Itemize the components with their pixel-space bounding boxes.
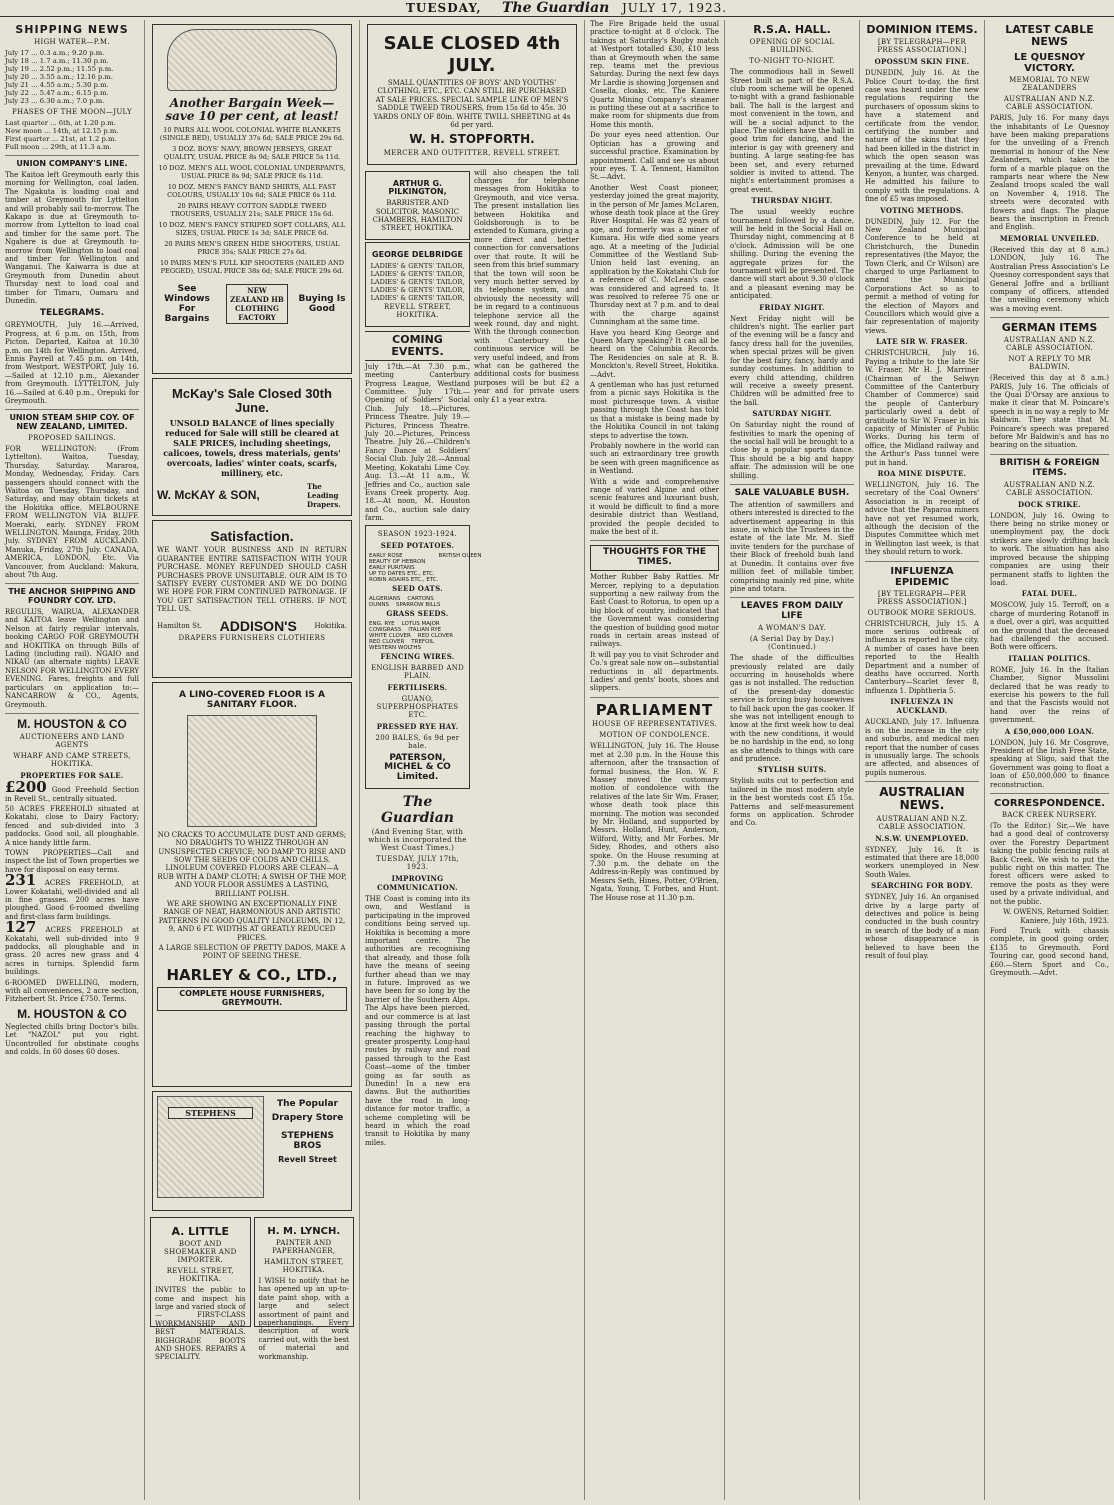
records-paragraph: Have you heard King George and Queen Mary speaking? It can all be heard on the Columbia Records. The Residencies on sale at R. B. Monckton's, Revell Street, Hokitika.—Advt. [590,328,719,379]
fencing-text: ENGLISH BARBED AND PLAIN. [370,663,465,680]
loan-heading: A £50,000,000 LOAN. [1004,726,1095,736]
stephens-bros-text: STEPHENS BROS [280,1130,335,1151]
tide-row: July 22 ... 5.47 a.m.; 6.15 p.m. [5,89,109,98]
auckland-flu-heading: INFLUENZA IN AUCKLAND. [890,697,954,716]
leaves-heading: LEAVES FROM DAILY LIFE [740,601,844,622]
price-127: 127 [5,918,37,937]
loan-text: LONDON, July 16. Mr Cosgrove, President of the Irish Free State, speaking at Sligo, said that the Government was going to float a loan of £50,000,000 to finance reconstruction. [990,738,1109,789]
dominion-heading: DOMINION ITEMS. [866,23,978,36]
parliament-sub: HOUSE OF REPRESENTATIVES. [591,720,718,729]
searching-heading: SEARCHING FOR BODY. [871,881,973,891]
tide-row: July 20 ... 3.55 a.m.; 12.16 p.m. [5,73,114,82]
mckay-ad [152,378,352,516]
uss-heading: UNION STEAM SHIP COY. OF NEW ZEALAND, LIMITED. [9,413,135,432]
stopforth-sub: MERCER AND OUTFITTER, REVELL STREET. [383,148,561,157]
thoughts-text: Mother Rubber Baby Rattles. Mr Mercer, replying to a deputation supporting a new railway from the East Coast to Rotorua, to open up a big block of country, indicated that the Government was considering the question of building good motor roads in certain areas instead of railways. [590,573,719,649]
little-ad [150,1217,251,1362]
pilkington-text: BARRISTER AND SOLICITOR. MASONIC CHAMBERS, HAMILTON STREET, HOKITIKA. [372,199,463,233]
tailor-line: LADIES' & GENTS' TAILOR, [370,285,465,294]
german-sub2: NOT A REPLY TO MR BALDWIN. [1008,355,1091,372]
bargain-week-ad [152,24,352,374]
uss-subheading: PROPOSED SAILINGS. [28,433,116,442]
parliament-text: WELLINGTON, July 16. The House met at 2.30 p.m. In the House this afternoon, after the transaction of formal business, the Hon. W. F. Massey moved the customary motion of condolence with the relatives of the late Sir Wm. Fraser, whose death took place this morning. The motion was seconded by Mr. Holland, and supported by Messrs. Holland, Hunt, Anderson, Wilford, Witty, and Mr Forbes. Mr Sidey, Rhodes, and others also spoke. On the House resuming at 7.30 p.m. the debate on the Address-in-Reply was continued by Messrs Seth, Hines, Potter, O'Brien, Ngata, Young, T. Forbes, and Hunt. The House rose at 11.30 p.m. [590,742,719,902]
paterson-ad [365,525,482,790]
drapery-text: Drapery Store [271,1112,344,1123]
addisons-ad [152,520,352,678]
editorial-title: IMPROVING COMMUNICATION. [377,874,458,892]
lino-text-2: WE ARE SHOWING AN EXCEPTIONALLY FINE RANGE OF NEAT, HARMONIOUS AND ARTISTIC PATTERNS IN GOOD QUALITY LINOLEUMS, IN 12, 9, AND 6 FT. WIDTHS AT GREATLY REDUCED PRICES. [158,900,346,942]
sale-closed-text: SMALL QUANTITIES OF BOYS' AND YOUTHS' CLOTHING, ETC., ETC. CAN STILL BE PURCHASED AT SALE PRICES. SPECIAL SAMPLE LINE OF MEN'S SADDLE TWEED TROUSERS, from 15s 6d to 45s. 30 YARDS ONLY OF 80in. WHITE TWILL SHEETING at 4s 6d per yard. [373,79,571,130]
price-231: 231 [5,871,37,890]
german-text: (Received this day at 8 a.m.) PARIS, July 16. The officials of the Quai D'Orsay are anxious to make it clear that M. Poincare's speech is in no way a reply to Mr Baldwin. They state that M. Poincare's speech was prepared before Mr Baldwin's and has no bearing on the situation. [990,374,1109,450]
satisfaction-heading: Satisfaction. [210,528,294,544]
voting-heading: VOTING METHODS. [880,205,964,215]
hay-heading: PRESSED RYE HAY. [376,721,459,731]
lynch-addr: HAMILTON STREET, HOKITIKA. [263,1258,344,1274]
telegrams-heading: TELEGRAMS. [39,308,105,319]
tailor-line: LADIES' & GENTS' TAILOR, [370,261,465,270]
tailor-line: LADIES' & GENTS' TAILOR, [370,293,465,302]
voting-text: DUNEDIN, July 12. For the New Zealand Municipal Conference to be held at Christchurch, the Dunedin representatives (the Mayor, the Town Clerk, and Cr Wilson) are charged to urge Parliament to amend the Municipal Corporations Act so as to permit a method of voting for the election of Mayors and Councillors which would give a fair representation of majority views. [865,217,979,335]
revell-street-text: Revell Street [278,1154,337,1164]
mckay-tagline: The Leading Drapers. [307,481,341,509]
gentleman-paragraph: A gentleman who has just returned from a picnic says Hokitika is the most picturesque town. A visitor passing through the Coast has told us that a mistake is being made by the Hokitika Council in not taking steps to advertise the town. [590,381,719,440]
roa-heading: ROA MINE DISPUTE. [877,468,967,478]
delbridge-lines [370,262,465,302]
pilkington-ad [365,171,470,240]
harley-name: HARLEY & CO., LTD., [166,965,338,984]
influenza-sub: [BY TELEGRAPH—PER PRESS ASSOCIATION.] [877,589,967,606]
tide-table [5,49,139,105]
fertilisers-text: GUANO, SUPERPHOSPHATES ETC. [376,694,459,719]
property-1: Good Freehold Section in Revell St., centrally situated. [5,786,139,803]
grass-seeds-heading: GRASS SEEDS. [386,608,449,618]
addisons-town: Hokitika. [314,621,347,630]
memorial-text: (Received this day at 8 a.m.) LONDON, July 16. The Australian Press Association's Le Quesnoy correspondent says that General Joffre and a brilliant company of officers, attended the unveiling ceremony which was a moving event. [990,245,1109,313]
price-200: £200 [5,778,47,797]
column-dominion [860,20,985,1500]
thursday-heading: THURSDAY NIGHT. [751,196,833,206]
delbridge-addr: REVELL STREET, HOKITIKA. [383,302,452,319]
houston-sub: AUCTIONEERS AND LAND AGENTS [19,733,125,750]
hb-logo: NEW ZEALAND HB CLOTHING FACTORY [226,284,288,324]
harley-subheading: COMPLETE HOUSE FURNISHERS, GREYMOUTH. [157,987,347,1011]
correspondence-text: (To the Editor.) Sir,—We have had a good deal of controversy over the Forestry Department taking the public fencing rails at Back Creek. We wish to put the public right on this matter. The forest officers were asked to remove the posts as they were used by a private individual, and not the public. [990,822,1109,906]
column-rsa [725,20,860,1500]
duel-heading: FATAL DUEL. [1021,589,1078,599]
moon-phase-row: Full moon ... 29th, at 11.3 a.m. [5,143,112,152]
tailor-line: LADIES' & GENTS' TAILOR, [370,277,465,286]
popular-text: The Popular [276,1099,338,1109]
editorial-continued: will also cheapen the toll charges for telephone messages from Hokitika to Greymouth, and vice versa. The present installation lies between Hokitika and Goldsborough is to be extended to Kumara, giving a more direct and better connection for conversations over that route. It will be seen from this brief summary that the town will soon be very much better served by its telephone system, and obviously the necessity will be in regard to a continuous telephone service all the week round, day and night. With the through connection with Canterbury the continuous service will be very useful indeed, and from what can be gathered the additional costs for business purposes will be but £2 a year and for private users only £1 a year extra. [474,168,579,404]
ford-ad: Ford Truck with chassis complete, in good going order, £135 to Greymouth. Ford Touring car, good second hand, £60.—Stern Sport and Co., Greymouth.—Advt. [990,926,1109,977]
property-5: ACRES FREEHOLD at Kokatahi, well sub-divided into 9 paddocks, all ploughable and in grass. 20 acres new grass and 4 acres in turnips. Splendid farm buildings. [5,926,139,977]
correspondence-heading: CORRESPONDENCE. [994,798,1105,810]
anchor-text: REGULUS, WAIRUA, ALEXANDER and KAITOA leave Wellington and Nelson at fairly regular intervals, booking CARGO FOR GREYMOUTH and HOKITIKA on through Bills of Lading (including rail). NGAIO and NIKAU (an alternate nights) LEAVE NELSON FOR WELLINGTON EVERY EVENING. Fares, freights and full particulars on application to:— NANCARROW & CO., Agents, Greymouth. [5,608,139,709]
guardian-date: TUESDAY, JULY 17th, 1923. [376,855,459,871]
fencing-heading: FENCING WIRES. [380,651,455,661]
coming-events-text: July 17th.—At 7.30 p.m., meeting Canterbury Progress League, Westland Committee. July 17th.—Opening of Soldiers' Social Club. July 18.—Pictures, Princess Theatre. July 19.—Pictures, Princess Theatre. July 20.—Pictures, Princess Theatre. July 26.—Children's Fancy Dance at Soldiers' Social Club. July 28.—Annual Meeting, Kokatahi Lime Coy. Aug. 13.—At 11 a.m., W. Jeffries and Co., auction sale Evans Creek property. Aug. 18.—At noon, M. Houston and Co., auction sale dairy farm. [365,362,470,523]
friday-heading: FRIDAY NIGHT. [759,302,825,312]
moon-phase-row: New moon ... 14th, at 12.15 p.m. [5,127,119,136]
column-local-news [585,20,725,1500]
australian-heading: AUSTRALIAN NEWS. [879,785,965,813]
seed-oats-heading: SEED OATS. [392,583,443,593]
thoughts-heading: THOUGHTS FOR THE TIMES. [590,545,719,571]
column-editorial [360,20,585,1500]
masthead-date: JULY 17, 1923. [622,1,728,15]
nazol-ad: Neglected chills bring Doctor's bills. Let "NAZOL" put you right. Uncontrolled for obstinate coughs and colds. In 60 doses 60 doses. [5,1023,139,1057]
unemployed-heading: N.S.W. UNEMPLOYED. [875,833,969,843]
little-addr: REVELL STREET, HOKITIKA. [166,1267,234,1284]
shop-front-illustration [157,1096,264,1198]
tide-row: July 17 ... 0.3 a.m.; 9.20 p.m. [5,49,105,58]
leaves-sub: A WOMAN'S DAY. [757,624,827,633]
editorial-text: THE Coast is coming into its own, and Westland is participating in the improved conditions being served up. Hokitika is becoming a more important centre. The authorities are recognising that already, and those folk have the means of seeing further ahead than we may in future. Improved as we have been for so long by the barrier of the Southern Alps. The Alps have been pierced, and our commerce is at last passing through the portal reaching the highway to greater prosperity. Long-haul routes by railway and road passed through to the East Coast—some of the timber going as far south as Dunedin! In a new era dawns. But the authorities have the road in long-distance for motor traffic, a scheme completing will be heard in which the road transit to Hokitika by many miles. [365,895,470,1147]
tree-paragraph: Probably nowhere in the world can such an extraordinary tree growth be seen with green magnificence as in Westland. [590,441,719,476]
seed-potatoes-list: EARLY ROSE BEAUTY OF HEBRON EARLY PURITANS UP TO DATES ETC., ETC. ROBIN ADAIRS ETC., ETC. [369,552,439,583]
bargain-item: 10 DOZ. MEN'S FANCY BAND SHIRTS, ALL FAST COLOURS, USUALLY 10s 6d; SALE PRICE 6s 11d. [167,183,337,200]
stylish-heading: STYLISH SUITS. [757,765,827,775]
paterson-name: PATERSON, MICHEL & CO Limited. [384,752,451,783]
tide-row: July 19 ... 2.52 p.m.; 11.55 p.m. [5,65,114,74]
addisons-street: Hamilton St. [157,621,202,630]
rsa-sub: OPENING OF SOCIAL BUILDING. [749,38,835,55]
british-heading: BRITISH & FOREIGN ITEMS. [999,457,1100,478]
dock-heading: DOCK STRIKE. [1017,499,1082,509]
bargain-items [157,126,347,275]
masthead-day: TUESDAY, [406,1,482,15]
lino-rolls-illustration [187,715,317,827]
little-text: INVITES the public to come and inspect his large and varied stock of— FIRST-CLASS WORKMANSHIP AND BEST MATERIALS. BIGHGRADE BOOTS AND SHOES. REPAIRS A SPECIALITY. [155,1286,246,1362]
parliament-heading: PARLIAMENT [595,700,714,719]
telegrams-text: GREYMOUTH, July 16.—Arrived, Progress, at 6 p.m. on 15th, from Picton. Departed, Kaitoa at 10.30 p.m. on 14th for Wellington. Arrived, Ennis Payrell at 7.45 p.m. on 14th, from Westport. WESTPORT, July 16.—Sailed at 12.10 p.m., Alexander from Greymouth. LYTTELTON, July 16.—Sailed at 6.40 p.m., Orepuki for Greymouth. [5,321,139,405]
stopforth-ad [367,24,577,165]
opossum-text: DUNEDIN, July 16. At the Police Court to-day, the first case was heard under the new regulations requiring the purchasers of opossum skins to have a statement and certificate from the vendor, certifying the number and nature of the skins that they had been killed in the district in which the open season was prevailing at the time. Edward Kenyon, a hunter, was charged. He admitted his failure to comply with the regulations. A fine of £5 was imposed. [865,69,979,204]
parliament-sub2: MOTION OF CONDOLENCE. [599,731,710,740]
memorial-heading: MEMORIAL UNVEILED. [999,233,1100,243]
scenic-paragraph: With a wide and comprehensive range of varied Alpine and other scenic features and luxuriant bush, it would be difficult to find a more desirable district than Westland, provided the people decided to make the best of it. [590,477,719,536]
schroder-paragraph: It will pay you to visit Schroder and Co.'s great sale now on—substantial reductions in all departments. Ladies' and gents' boots, shoes and slippers. [590,650,719,693]
masthead-title: The Guardian [502,0,610,16]
stephens-ad [152,1091,352,1211]
tide-row: July 18 ... 1.7 a.m.; 11.30 p.m. [5,57,109,66]
rsa-text: The commodious hall in Sewell Street built as part of the R.S.A. club room scheme will be opened to-night with a grand fashionable ball. The hall is the largest and most convenient in the town, and will be a social adjunct to the place. The soldiers have the hall in good trim for dancing, and the interior is gay with greenery and bunting. A large seating-fee has been set, and every returned soldier is invited to attend. The night's entertainment promises a great event. [730,68,854,194]
german-heading: GERMAN ITEMS [1001,321,1098,335]
column-cables [985,20,1114,1500]
satisfaction-text: WE WANT YOUR BUSINESS AND IN RETURN GUARANTEE ENTIRE SATISFACTION WITH YOUR PURCHASE. MONEY REFUNDED SHOULD CASH PURCHASES PROVE UNSUITABLE. OUR AIM IS TO SATISFY EVERY CUSTOMER AND WE DO DOING WE HOPE FOR FIRM CONTINUED PATRONAGE. IF YOU GET SATISFACTION TELL OTHERS. IF NOT, TELL US. [157,546,347,614]
rsa-sub2: TO-NIGHT TO-NIGHT. [749,57,835,66]
grass-seeds-list: ENG. RYE LOTUS MAJOR COWGRASS ITALIAN RYE WHITE CLOVER RED CLOVER RED CLOVER TREFOIL WESTERN WOLTHS [369,620,454,651]
property-4: ACRES FREEHOLD, at Lower Kokatahi, well-divided and all in fine grasses. 200 acres have ploughed. Good 6-roomed dwelling and first-class farm buildings. [5,879,139,921]
addisons-footer: DRAPERS FURNISHERS CLOTHIERS [178,633,326,642]
bargain-item: 3 DOZ. BOYS' NAVY, BROWN JERSEYS, GREAT QUALITY, USUAL PRICE 8s 9d; SALE PRICE 5s 11d. [163,145,341,162]
seed-potatoes-heading: SEED POTATOES. [380,540,455,550]
masthead [0,0,1114,17]
bargain-item: 20 PAIRS MEN'S GREEN HIDE SHOOTERS, USUAL PRICE 35s; SALE PRICE 27s 6d. [164,240,340,257]
rsa-heading: R.S.A. HALL. [753,23,831,36]
moon-phases-list [5,119,139,151]
hay-text: 200 BALES, 6s 9d per bale. [375,733,460,750]
seed-oats-list: ALGERIANS CARTONS DUNNS SPARROW BILLS [369,595,441,608]
sale-bush-heading: SALE VALUABLE BUSH. [734,487,850,498]
lino-text-1: NO CRACKS TO ACCUMULATE DUST AND GERMS; NO DRAUGHTS TO WHIZZ THROUGH AN UNSUSPECTED CREVICE; NO DAMP TO RISE AND SOW THE SEEDS OF COLDS AND CHILLS. LINOLEUM COVERED FLOORS ARE CLEAN—A RUB WITH A DAMP CLOTH; A SWISH OF THE MOP, AND YOUR FLOOR ASSUMES A LASTING, BRILLIANT POLISH. [157,830,347,898]
left-subcolumn [365,169,482,1150]
delbridge-name: GEORGE DELBRIDGE [372,249,463,259]
italian-text: ROME, July 16. In the Italian Chamber, Signor Mussolini declared that he was ready to exercise his powers to the full and that the Fascists would not hand over the reins of government. [990,665,1109,725]
influenza-heading: INFLUENZA EPIDEMIC [890,565,954,588]
guardian-heading: The Guardian [381,794,454,826]
italian-heading: ITALIAN POLITICS. [1008,653,1091,663]
stylish-text: Stylish suits cut to perfection and tailored in the most modern style in the best worsteds cost £5 15s. Patterns and self-measurement forms on application. Schroder and Co. [730,777,854,828]
saturday-heading: SATURDAY NIGHT. [752,409,832,419]
little-name: A. LITTLE [171,1225,230,1238]
leaves-sub2: (A Serial Day by Day.) (Continued.) [749,635,835,652]
lynch-ad [254,1217,355,1361]
houston-sub2: WHARF AND CAMP STREETS, HOKITIKA. [13,752,131,769]
property-3: TOWN PROPERTIES—Call and inspect the list of Town properties we have for disposal on easy terms. [5,848,139,874]
bargain-item: 10 DOZ. MEN'S ALL WOOL COLONIAL UNDERPANTS, USUAL PRICE 8s 9d; SALE PRICE 6s 11d. [158,164,346,181]
dock-text: LONDON, July 16. Owing to there being no strike money or unemployment pay, the dock strikers are slowly drifting back to work. The situation has also improved because the shipping companies are using their permanent staffs to lighten the load. [990,511,1109,587]
anchor-heading: THE ANCHOR SHIPPING AND FOUNDRY COY. LTD. [8,587,136,606]
latest-cable-heading: LATEST CABLE NEWS [1005,23,1094,49]
friday-text: Next Friday night will be children's night. The earlier part of the evening will be a fancy and fancy dress ball for the juveniles, when special prizes will be given for the best fairy, fancy, hardy and sunday costumes. In addition to every child attending, children will receive a sweety present. Children will be admitted free to the ball. [730,314,854,407]
mckay-text: UNSOLD BALANCE of lines specially reduced for Sale will still be cleared at SALE PRICES, including sheetings, calicoes, towels, dress materials, gents' overcoats, ladies' winter coats, scarfs, millinery, etc. [163,417,341,478]
quesnoy-text: PARIS, July 16. For many days the inhabitants of Le Quesnoy have been making preparations for the unveiling of a French memorial in honour of the New Zealanders, which takes the form of a marble plaque on the ramparts near where the New Zealand troops scaled the wall on November 4, 1918. The streets were decorated with flowers and flags. The plaque bears the inscription in French and English. [990,114,1109,232]
shop-sign: STEPHENS [168,1107,253,1119]
correspondence-sub: BACK CREEK NURSERY. [1001,811,1098,820]
uss-text: FOR WELLINGTON: (From Lyttelton). Waitoa, Tuesday, Thursday, Saturday. Mararoa, Monday, Wednesday, Friday. Cars passengers should connect with the Waitoa on Tuesday, Thursday, and Saturday, and may obtain tickets at the Hokitika office. MELBOURNE FROM WELLINGTON VIA BLUFF. Moeraki, early. SYDNEY FROM WELLINGTON. Maunga, Friday, 20th July. SYDNEY FROM AUCKLAND. Manuka, Friday, 27th July. CANADA, AMERICA, LONDON, Etc. Via Vancouver, from Auckland: Makura, about 7th Aug. [5,444,139,580]
fraser-text: CHRISTCHURCH, July 16. Paying a tribute to the late Sir W. Fraser, Mr H. J. Marriner (Chairman of the Selwyn Committee of the Canterbury Chamber of Commerce) said the people of Canterbury particularly owed a debt of gratitude to Sir W. Fraser in his capacity of Minister of Public Works. During his term of office, the Midland railway and the Arthur's Pass tunnel were put in hand. [865,349,979,467]
australian-sub: AUSTRALIAN AND N.Z. CABLE ASSOCIATION. [876,814,968,831]
fraser-heading: LATE SIR W. FRASER. [876,337,968,347]
mckay-name: W. McKAY & SON, [157,488,260,503]
roa-text: WELLINGTON, July 16. The secretary of the Coal Owners' Association is in receipt of advice that the Paparoa miners have not yet resumed work, although the decision of the Disputes Committee which met in Wellington last week, is that they should return to work. [865,480,979,557]
houston-heading-2: M. HOUSTON & CO [17,1006,127,1021]
bargain-item: 20 PAIRS HEAVY COTTON SADDLE TWEED TROUSERS, USUALLY 21s; SALE PRICE 15s 6d. [170,202,334,219]
tide-row: July 23 ... 6.30 a.m.; 7.0 p.m. [5,97,105,106]
influenza-text: CHRISTCHURCH, July 15. A more serious outbreak of influenza is reported in the city. A number of cases have been reported to the Health Department and a number of deaths have occurred. North Canterbury—Scarlet fever 8, influenza 1. Diphtheria 5. [865,619,979,695]
harley-ad [152,682,352,1087]
delbridge-ad [365,242,470,327]
sale-bush-text: The attention of sawmillers and others interested is directed to the advertisement appearing in this issue, in which the Trustees in the estate of the late Mr. M. Sieff invite tenders for the purchase of their Block of freehold bush land at Dunedin. It contains over five million feet of millable timber, comprising mainly red pine, white pine and totara. [730,500,854,593]
shipping-heading: SHIPPING NEWS [15,23,129,36]
influenza-sub2: OUTBOOK MORE SERIOUS. [867,608,977,617]
unemployed-text: SYDNEY, July 16. It is estimated that there are 18,000 workers unemployed in New South Wales. [865,845,979,879]
bargain-week-heading: Another Bargain Week—save 10 per cent, at least! [165,96,339,124]
quesnoy-sub: MEMORIAL TO NEW ZEALANDERS [1009,76,1090,93]
lino-heading: A LINO-COVERED FLOOR IS A SANITARY FLOOR. [179,690,325,710]
bargain-item: 10 DOZ. MEN'S FANCY STRIPED SOFT COLLARS, ALL SIZES, USUAL PRICE 1s 3d; SALE PRICE 6d. [158,221,346,238]
moon-phases-heading: PHASES OF THE MOON—JULY [12,108,132,117]
houston-heading: M. HOUSTON & CO [17,716,127,731]
seed-potatoes-list-2: BRITISH QUEEN [438,552,482,559]
column-ads [145,20,360,1500]
leaves-text: The shade of the difficulties previously related are daily occurring in households where gas is not installed. The reduction of the present-day domestic service is forcing busy housewives to fall back upon the gas cooker. If she was not intelligent enough to know at the first week how to deal with the new conditions, it would be no hardship in the end, so long as she attends to things with care and prudence. [730,654,854,763]
stopforth-name: W. H. STOPFORTH. [409,132,535,147]
moon-phase-row: First quarter ... 21st, at 1.2 p.m. [5,135,117,144]
quesnoy-sub2: AUSTRALIAN AND N.Z. CABLE ASSOCIATION. [1003,95,1096,112]
property-2: 50 ACRES FREEHOLD situated at Kokatahi, close to Dairy Factory; fenced and sub-divided into 3 paddocks. Good soil, all ploughable. A nice handy little farm. [5,804,139,847]
pioneer-paragraph: Another West Coast pioneer, yesterday joined the great majority, in the person of Mr James McLaren, whose death took place at the Grey River Hospital. He was 82 years of age, and formerly was a miner of Kumara. His wife died some years ago. At a meeting of the Judicial Committee of the Westland Sub-Union held last evening, an application by the Kokatahi Club for a reference of C. McLean's case was considered and agreed to. It was resolved to referee 75 one or Thursday next at 7 p.m. and to deal with the charge against Cunningham at the same time. [590,183,719,327]
optician-paragraph: Do your eyes need attention. Our Optician has a growing and successful practice. Examination by appointment. Call and see us about your eyes. T. A. Tennent, Hamilton St.—Advt. [590,131,719,182]
quesnoy-heading: LE QUESNOY VICTORY. [1013,52,1086,75]
addisons-name: ADDISON'S [219,617,297,634]
lino-text-3: A LARGE SELECTION OF PRETTY DADOS, MAKE A POINT OF SEEING THESE. [158,944,346,961]
cornucopia-illustration [167,29,337,91]
auckland-flu-text: AUCKLAND, July 17. Influenza is on the increase in the city and suburbs, and medical men report that the number of cases is unusually large. The schools are affected, and absences of pupils numerous. [865,718,979,777]
see-windows-text: See Windows For Bargains [164,284,210,325]
correspondence-signature: W. OWENS, Returned Soldier. Kaniere, July 16th, 1923. [1003,908,1109,925]
bargain-item: 10 PAIRS ALL WOOL COLONIAL WHITE BLANKETS (SINGLE BED), USUALLY 37s 6d; SALE PRICE 29s 6d. [159,126,345,143]
union-text: The Kaitoa left Greymouth early this morning for Wellington, coal laden. The Ngakuta is loading coal and timber at Greymouth for Lyttelton and will probably sail to-morrow. The Kakapo is due at Greymouth to-morrow from Lyttelton to load coal and timber for the same port. The Ngahere is due at Greymouth to-morrow from Wellington to load coal and timber for Wellington and Wanganui. The Kaiwarra is due at Greymouth from Dunedin about Thursday next to load coal and timber for Timaru, Oamaru and Dunedin. [5,170,139,305]
duel-text: MOSCOW, July 15. Terroff, on a charge of murdering Rotanoff in a duel, over a girl, was acquitted on the ground that the deceased had challenged the accused. Both were officers. [990,601,1109,652]
lynch-text: I WISH to notify that he has opened up an up-to-date paint shop, with a large and select assortment of paint and paperhangings. Every description of work carried out, with the best of material and workmanship. [258,1277,349,1361]
thursday-text: The usual weekly euchre tournament followed by a dance, will be held in the Social Hall on Thursday night, commencing at 8 o'clock. Admission will be one shilling. During the evening the aggregate prizes for the tournament will be presented. The dance will start about 9.30 o'clock and a pleasant evening may be anticipated. [730,208,854,301]
guardian-sub: (And Evening Star, with which is incorporated the West Coast Times.) [368,828,467,852]
searching-text: SYDNEY, July 16. An organised drive by a large party of detectives and police is being conducted in the bush country in search of the body of a man whose disappearance is believed to have been the result of foul play. [865,893,979,960]
moon-phase-row: Last quarter ... 6th, at 1.20 p.m. [5,119,116,128]
mckay-heading: McKay's Sale Closed 30th June. [172,386,332,416]
brigade-paragraph: The Fire Brigade held the usual practice to-night at 8 o'clock. The takings at Saturday's Rugby match at Westport totalled £30, £10 less than at Greymouth when the same rep. teams met the previous Saturday. During the next few days Mr Lardie is showing Jorgensen and Cosella, cloaks, etc. The Kaniere Quartz Mining Company's steamer is putting these out at a sacrifice to make room for shipments due from Home this month. [590,20,719,129]
dominion-sub: [BY TELEGRAPH—PER PRESS ASSOCIATION.] [877,38,967,55]
buying-good-text: Buying Is Good [298,294,346,315]
lynch-name: H. M. LYNCH. [267,1226,341,1237]
fertilisers-heading: FERTILISERS. [387,682,448,692]
lynch-sub: PAINTER AND PAPERHANGER, [272,1239,336,1255]
pilkington-name: ARTHUR G. PILKINGTON, [388,178,447,197]
right-subcolumn [474,169,579,1150]
sale-closed-heading: SALE CLOSED 4th JULY. [383,33,561,76]
tailor-line: LADIES' & GENTS' TAILOR, [370,269,465,278]
coming-events-heading: COMING EVENTS. [365,331,470,361]
column-shipping [0,20,145,1500]
houston-properties: PROPERTIES FOR SALE. [20,771,124,781]
bargain-item: 10 PAIRS MEN'S FULL KIP SHOOTERS (NAILED AND PEGGED), USUAL PRICE 38s 6d; SALE PRICE 29s 6d. [159,259,345,276]
high-water-heading: HIGH WATER—P.M. [34,38,110,47]
german-sub: AUSTRALIAN AND N.Z. CABLE ASSOCIATION. [1003,336,1096,353]
property-6: 6-ROOMED DWELLING, modern, with all conveniences, 2 acre section, Fitzherbert St. Price £750. Terms. [5,978,139,1004]
tide-row: July 21 ... 4.55 a.m.; 5.30 p.m. [5,81,109,90]
saturday-text: On Saturday night the round of festivities to mark the opening of the social hall will be brought to a close by a popular sports dance. This should be a big and happy affair. The admission will be one shilling. [730,421,854,480]
little-sub: BOOT AND SHOEMAKER AND IMPORTER. [164,1240,237,1265]
british-sub: AUSTRALIAN AND N.Z. CABLE ASSOCIATION. [1003,480,1096,497]
opossum-heading: OPOSSUM SKIN FINE. [874,57,970,67]
season-heading: SEASON 1923-1924. [377,529,458,538]
union-heading: UNION COMPANY'S LINE. [16,159,128,169]
